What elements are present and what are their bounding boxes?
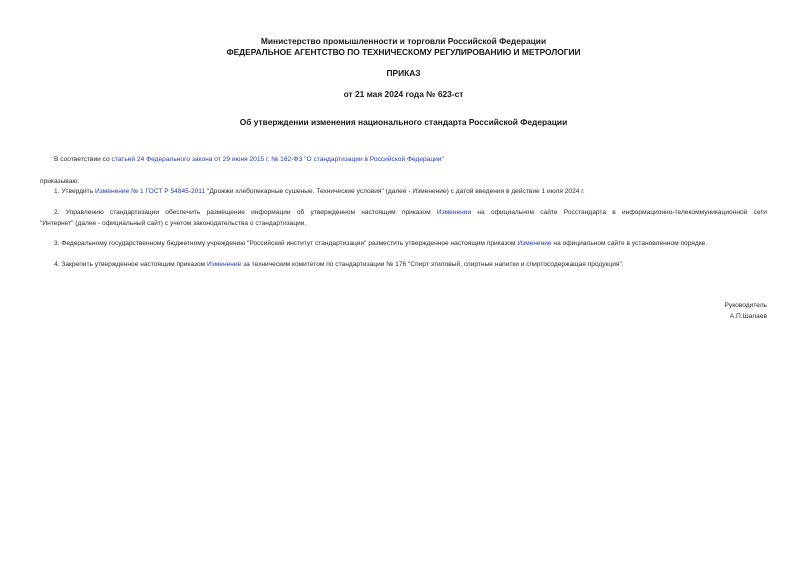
item3-text-after: на официальном сайте в установленном порядке. (551, 240, 708, 247)
order-item-4 (54, 260, 624, 270)
item1-text-after: "Дрожжи хлебопекарные сушеные. Технические условия" (далее - Изменение) с датой введения в действие 1 июля 2024 г. (205, 188, 585, 195)
order-item-3 (54, 239, 707, 249)
item2-line-1 (40, 208, 767, 218)
item4-text-before: 4. Закрепить утвержденное настоящим приказом (54, 261, 207, 268)
order-word: приказываю: (40, 178, 80, 185)
item3-text-before: 3. Федеральному государственному бюджетному учреждению "Российский институт стандартизации" разместить утвержденное настоящим приказом (54, 240, 518, 247)
item2-line-2: "Интернет" (далее - официальный сайт) с учетом законодательства о стандартизации. (40, 219, 307, 227)
preamble-text: В соответствии со (54, 156, 112, 163)
law-article-link[interactable]: статьей 24 Федерального закона от 29 июня 2015 г. № 162-ФЗ "О стандартизации в Российской Федерации" (111, 156, 444, 163)
doc-type-heading: ПРИКАЗ (386, 68, 421, 78)
item1-text-before: 1. Утвердить (54, 188, 95, 195)
date-number-heading: от 21 мая 2024 года № 623-ст (343, 89, 464, 99)
amendment-link-item3[interactable]: Изменение (517, 240, 552, 247)
signature-block (725, 300, 767, 322)
order-item-1 (54, 187, 585, 197)
amendment-link-item2[interactable]: Изменении (436, 209, 472, 216)
preamble-paragraph (54, 155, 444, 165)
agency-heading: ФЕДЕРАЛЬНОЕ АГЕНТСТВО ПО ТЕХНИЧЕСКОМУ РЕГУЛИРОВАНИЮ И МЕТРОЛОГИИ (226, 47, 581, 57)
amendment-gost-link[interactable]: Изменение № 1 ГОСТ Р 54845-2011 (94, 188, 206, 195)
ministry-heading: Министерство промышленности и торговли Российской Федерации (260, 36, 547, 46)
item2-text-after: на официальном сайте Росстандарта в информационно-телекоммуникационной сети (471, 209, 767, 216)
signature-position: Руководитель (724, 302, 767, 309)
amendment-link-item4[interactable]: Изменение (206, 261, 242, 268)
item4-text-after: за техническим комитетом по стандартизации № 176 "Спирт этиловый, спиртные напитки и спиртосодержащая продукция". (241, 261, 624, 268)
item2-text-before: 2. Управлению стандартизации обеспечить размещение информации об утвержденном настоящим приказом (54, 209, 437, 216)
page-title: Об утверждении изменения национального стандарта Российской Федерации (239, 117, 568, 127)
signature-name: А.П.Шалаев (729, 313, 767, 320)
